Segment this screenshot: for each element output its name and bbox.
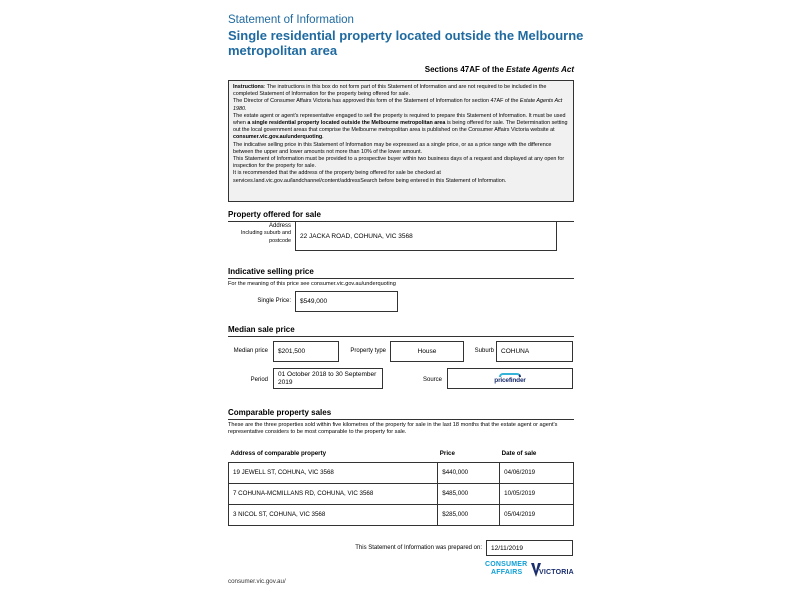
instructions-p1: : The instructions in this box do not form part of this Statement of Information and are not required to be included in the completed Statement of Information for the property being offered for sale. bbox=[233, 84, 547, 98]
instructions-p4: The indicative selling price in this Statement of Information may be expressed as a single price, or as a price range with the difference between the upper and lower amounts not more than 10% of the lower amount. bbox=[233, 141, 552, 155]
median-price-heading: Median sale price bbox=[228, 325, 295, 334]
row-date: 10/05/2019 bbox=[500, 483, 574, 504]
table-row bbox=[229, 483, 574, 504]
col-date: Date of sale bbox=[501, 450, 537, 458]
indicative-price-rule bbox=[228, 278, 574, 279]
property-type-label: Property type bbox=[350, 348, 386, 354]
doc-type-label: Statement of Information bbox=[228, 14, 354, 26]
comparable-heading: Comparable property sales bbox=[228, 408, 332, 417]
median-price-field: $201,500 bbox=[273, 341, 339, 362]
single-price-label: Single Price: bbox=[257, 298, 291, 304]
instructions-p3a: The estate agent or agent's representative engaged to sell the property is required to prepare this Statement of Information. It must be used when bbox=[233, 112, 566, 127]
source-field bbox=[447, 368, 573, 389]
footer-url[interactable]: consumer.vic.gov.au/ bbox=[228, 578, 286, 585]
comparable-description: These are the three properties sold within five kilometres of the property for sale in the last 18 months that the estate agent or agent's representative considers to be most comparable to the property for sale. bbox=[228, 422, 558, 435]
property-type-field: House bbox=[390, 341, 464, 362]
instructions-box bbox=[228, 80, 574, 202]
period-label: Period bbox=[250, 377, 268, 383]
underquoting-link[interactable]: consumer.vic.gov.au/underquoting bbox=[233, 134, 323, 141]
comparable-table bbox=[228, 448, 574, 526]
suburb-field: COHUNA bbox=[496, 341, 573, 362]
instructions-p3-bold: a single residential property located outside the Melbourne metropolitan area bbox=[247, 120, 446, 127]
indicative-price-note: For the meaning of this price see consumer.vic.gov.au/underquoting bbox=[228, 281, 396, 287]
single-price-field: $549,000 bbox=[295, 291, 398, 312]
logo-line-consumer: CONSUMER bbox=[485, 561, 528, 568]
period-field: 01 October 2018 to 30 September 2019 bbox=[273, 368, 383, 389]
property-offered-heading: Property offered for sale bbox=[228, 210, 321, 219]
address-field: 22 JACKA ROAD, COHUNA, VIC 3568 bbox=[295, 221, 557, 251]
suburb-label: Suburb bbox=[474, 348, 494, 354]
row-price: $285,000 bbox=[438, 504, 500, 525]
instructions-p2a: The Director of Consumer Affairs Victoria has approved this form of the Statement of Information for section 47AF of the bbox=[233, 98, 520, 105]
instructions-p3b: is being offered for sale. The Determination setting out the local government areas that comprise the Melbourne metropolitan area is published on the Consumer Affairs Victoria website at bbox=[233, 120, 568, 134]
source-label: Source bbox=[422, 377, 442, 383]
instructions-p6: It is recommended that the address of the property being offered for sale be checked at services.land.vic.gov.au/landchannel/content/addressSearch before being entered in this Statement of Information. bbox=[233, 170, 507, 184]
instructions-act: Estate Agents Act 1980 bbox=[233, 98, 563, 112]
indicative-price-heading: Indicative selling price bbox=[228, 267, 314, 276]
section-act: Estate Agents Act bbox=[506, 65, 574, 74]
instructions-p3c: . bbox=[322, 134, 324, 141]
row-address: 19 JEWELL ST, COHUNA, VIC 3568 bbox=[229, 462, 438, 483]
instructions-p2b: . bbox=[245, 105, 247, 112]
instructions-p5: This Statement of Information must be provided to a prospective buyer within two business days of a request and displayed at any open for inspection for the property for sale. bbox=[233, 156, 565, 170]
page-title: Single residential property located outside the Melbourne metropolitan area bbox=[228, 28, 584, 58]
row-price: $440,000 bbox=[438, 462, 500, 483]
table-row bbox=[229, 504, 574, 525]
logo-line-affairs: AFFAIRS bbox=[491, 569, 523, 576]
comparable-table-header bbox=[229, 448, 574, 462]
row-date: 04/06/2019 bbox=[500, 462, 574, 483]
row-address: 3 NICOL ST, COHUNA, VIC 3568 bbox=[229, 504, 438, 525]
prepared-date-field: 12/11/2019 bbox=[486, 540, 573, 556]
median-price-rule bbox=[228, 336, 574, 337]
address-label: Address bbox=[268, 223, 291, 229]
comparable-rule bbox=[228, 419, 574, 420]
col-address: Address of comparable property bbox=[230, 450, 327, 458]
pricefinder-logo-text: pricefinder bbox=[494, 377, 526, 384]
row-price: $485,000 bbox=[438, 483, 500, 504]
row-date: 05/04/2019 bbox=[500, 504, 574, 525]
table-row bbox=[229, 462, 574, 483]
col-price: Price bbox=[439, 450, 455, 458]
row-address: 7 COHUNA-MCMILLANS RD, COHUNA, VIC 3568 bbox=[229, 483, 438, 504]
prepared-label: This Statement of Information was prepared on: bbox=[355, 545, 482, 551]
section-reference bbox=[370, 65, 574, 74]
logo-line-victoria: VICTORIA bbox=[539, 569, 574, 576]
address-sublabel: Including suburb and postcode bbox=[240, 230, 291, 244]
instructions-label: Instructions bbox=[233, 84, 264, 90]
median-price-label: Median price bbox=[233, 348, 268, 354]
section-prefix: Sections 47AF of the bbox=[424, 65, 507, 74]
consumer-affairs-victoria-logo bbox=[485, 560, 577, 582]
address-label-block bbox=[228, 223, 291, 245]
